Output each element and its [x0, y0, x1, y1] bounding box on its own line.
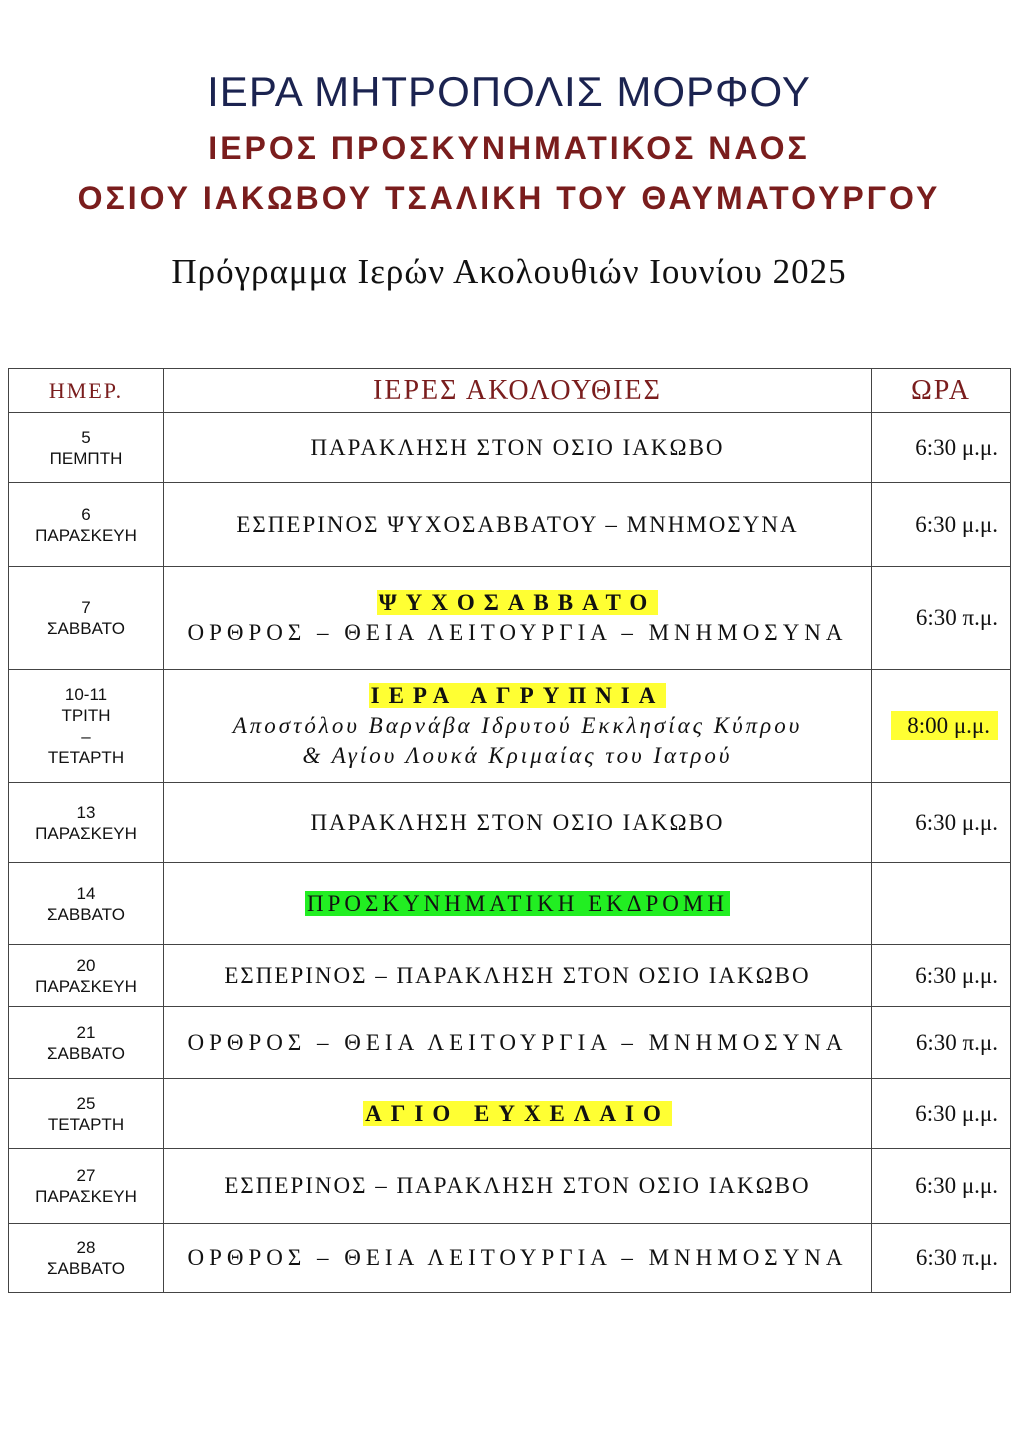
date-number: 27 [76, 1166, 96, 1185]
table-row [9, 567, 1011, 670]
table-row [9, 1224, 1011, 1293]
date-number: 21 [76, 1022, 96, 1042]
service-text: ΕΣΠΕΡΙΝΟΣ – ΠΑΡΑΚΛΗΣΗ ΣΤΟΝ ΟΣΙΟ ΙΑΚΩΒΟ [224, 962, 811, 988]
day-name: ΣΑΒΒΑΤΟ [47, 1259, 125, 1278]
service-text: Αποστόλου Βαρνάβα Ιδρυτού Εκκλησίας Κύπρου [232, 713, 803, 738]
service-cell [164, 1149, 872, 1224]
date-number: 6 [81, 504, 91, 524]
schedule-table [8, 368, 1011, 1293]
service-cell [164, 483, 872, 567]
date-number: 10-11 [64, 685, 108, 704]
time-cell: 6:30 μ.μ. [872, 1149, 1011, 1224]
time-cell: 6:30 π.μ. [872, 1007, 1011, 1079]
time-cell [872, 670, 1011, 783]
service-cell [164, 783, 872, 863]
day-cell [9, 1224, 164, 1293]
service-text: ΟΡΘΡΟΣ – ΘΕΙΑ ΛΕΙΤΟΥΡΓΙΑ – ΜΝΗΜΟΣΥΝΑ [187, 620, 848, 645]
day-name: ΠΑΡΑΣΚΕΥΗ [35, 525, 137, 545]
time-cell: 6:30 μ.μ. [872, 1079, 1011, 1149]
header-services: ΙΕΡΕΣ ΑΚΟΛΟΥΘΙΕΣ [164, 369, 872, 413]
day-cell [9, 413, 164, 483]
time-cell: 6:30 μ.μ. [872, 783, 1011, 863]
day-cell [9, 863, 164, 945]
service-cell [164, 1007, 872, 1079]
service-cell [164, 945, 872, 1007]
service-cell [164, 1079, 872, 1149]
service-highlight: ΑΓΙΟ ΕΥΧΕΛΑΙΟ [365, 1100, 670, 1126]
table-row [9, 945, 1011, 1007]
service-text: ΠΑΡΑΚΛΗΣΗ ΣΤΟΝ ΟΣΙΟ ΙΑΚΩΒΟ [310, 809, 725, 835]
service-text: ΕΣΠΕΡΙΝΟΣ – ΠΑΡΑΚΛΗΣΗ ΣΤΟΝ ΟΣΙΟ ΙΑΚΩΒΟ [224, 1173, 811, 1198]
day-name: ΠΑΡΑΣΚΕΥΗ [35, 976, 137, 996]
date-number: 14 [76, 883, 96, 903]
header-time: ΩΡΑ [872, 369, 1011, 413]
day-name: ΣΑΒΒΑΤΟ [47, 904, 125, 924]
date-number: 28 [76, 1238, 96, 1257]
page-title: ΙΕΡΑ ΜΗΤΡΟΠΟΛΙΣ ΜΟΡΦΟΥ [207, 68, 811, 115]
time-cell: 6:30 μ.μ. [872, 945, 1011, 1007]
service-text: ΟΡΘΡΟΣ – ΘΕΙΑ ΛΕΙΤΟΥΡΓΙΑ – ΜΝΗΜΟΣΥΝΑ [187, 1029, 848, 1055]
service-text: ΟΡΘΡΟΣ – ΘΕΙΑ ΛΕΙΤΟΥΡΓΙΑ – ΜΝΗΜΟΣΥΝΑ [187, 1245, 848, 1270]
day-name: ΣΑΒΒΑΤΟ [47, 619, 125, 638]
time-cell [872, 863, 1011, 945]
day-name: ΠΕΜΠΤΗ [49, 448, 123, 468]
table-row [9, 863, 1011, 945]
day-name: ΤΕΤΑΡΤΗ [47, 1114, 125, 1134]
service-text: ΠΑΡΑΚΛΗΣΗ ΣΤΟΝ ΟΣΙΟ ΙΑΚΩΒΟ [310, 434, 725, 460]
table-row [9, 1079, 1011, 1149]
day-name-2: ΤΕΤΑΡΤΗ [47, 748, 125, 767]
table-row [9, 413, 1011, 483]
day-cell [9, 783, 164, 863]
time-cell: 6:30 μ.μ. [872, 413, 1011, 483]
day-cell [9, 567, 164, 670]
time-cell: 6:30 π.μ. [872, 1224, 1011, 1293]
date-number: 7 [81, 598, 91, 617]
service-cell [164, 413, 872, 483]
day-name: ΠΑΡΑΣΚΕΥΗ [35, 823, 137, 843]
day-cell [9, 945, 164, 1007]
time-cell: 6:30 π.μ. [872, 567, 1011, 670]
service-text-2: & Αγίου Λουκά Κριμαίας του Ιατρού [302, 743, 733, 768]
service-highlight: ΨΥΧΟΣΑΒΒΑΤΟ [378, 590, 657, 615]
table-row [9, 1007, 1011, 1079]
church-name: ΙΕΡΟΣ ΠΡΟΣΚΥΝΗΜΑΤΙΚΟΣ ΝΑΟΣ [208, 130, 810, 166]
day-cell [9, 1149, 164, 1224]
service-cell [164, 670, 872, 783]
date-number: 13 [76, 802, 96, 822]
day-cell [9, 483, 164, 567]
service-highlight: ΠΡΟΣΚΥΝΗΜΑΤΙΚΗ ΕΚΔΡΟΜΗ [307, 890, 728, 916]
day-cell [9, 670, 164, 783]
service-cell [164, 863, 872, 945]
day-cell [9, 1079, 164, 1149]
table-row [9, 783, 1011, 863]
table-header-row [9, 369, 1011, 413]
date-number: 5 [81, 427, 91, 447]
saint-name: ΟΣΙΟΥ ΙΑΚΩΒΟΥ ΤΣΑΛΙΚΗ ΤΟΥ ΘΑΥΜΑΤΟΥΡΓΟΥ [77, 180, 941, 216]
day-cell [9, 1007, 164, 1079]
header-day: ΗΜΕΡ. [9, 369, 164, 413]
time-highlight: 8:00 μ.μ. [891, 711, 998, 740]
date-number: 20 [76, 955, 96, 975]
day-name: ΣΑΒΒΑΤΟ [47, 1043, 125, 1063]
service-cell [164, 1224, 872, 1293]
service-highlight: ΙΕΡΑ ΑΓΡΥΠΝΙΑ [370, 683, 665, 708]
service-cell [164, 567, 872, 670]
program-title: Πρόγραμμα Ιερών Ακολουθιών Ιουνίου 2025 [171, 252, 847, 291]
day-name: ΤΡΙΤΗ [61, 706, 111, 725]
day-dash: – [81, 727, 91, 746]
date-number: 25 [76, 1093, 96, 1113]
day-name: ΠΑΡΑΣΚΕΥΗ [35, 1187, 137, 1206]
table-row [9, 1149, 1011, 1224]
time-cell: 6:30 μ.μ. [872, 483, 1011, 567]
table-row [9, 670, 1011, 783]
table-row [9, 483, 1011, 567]
service-text: ΕΣΠΕΡΙΝΟΣ ΨΥΧΟΣΑΒΒΑΤΟΥ – ΜΝΗΜΟΣΥΝΑ [236, 511, 799, 537]
